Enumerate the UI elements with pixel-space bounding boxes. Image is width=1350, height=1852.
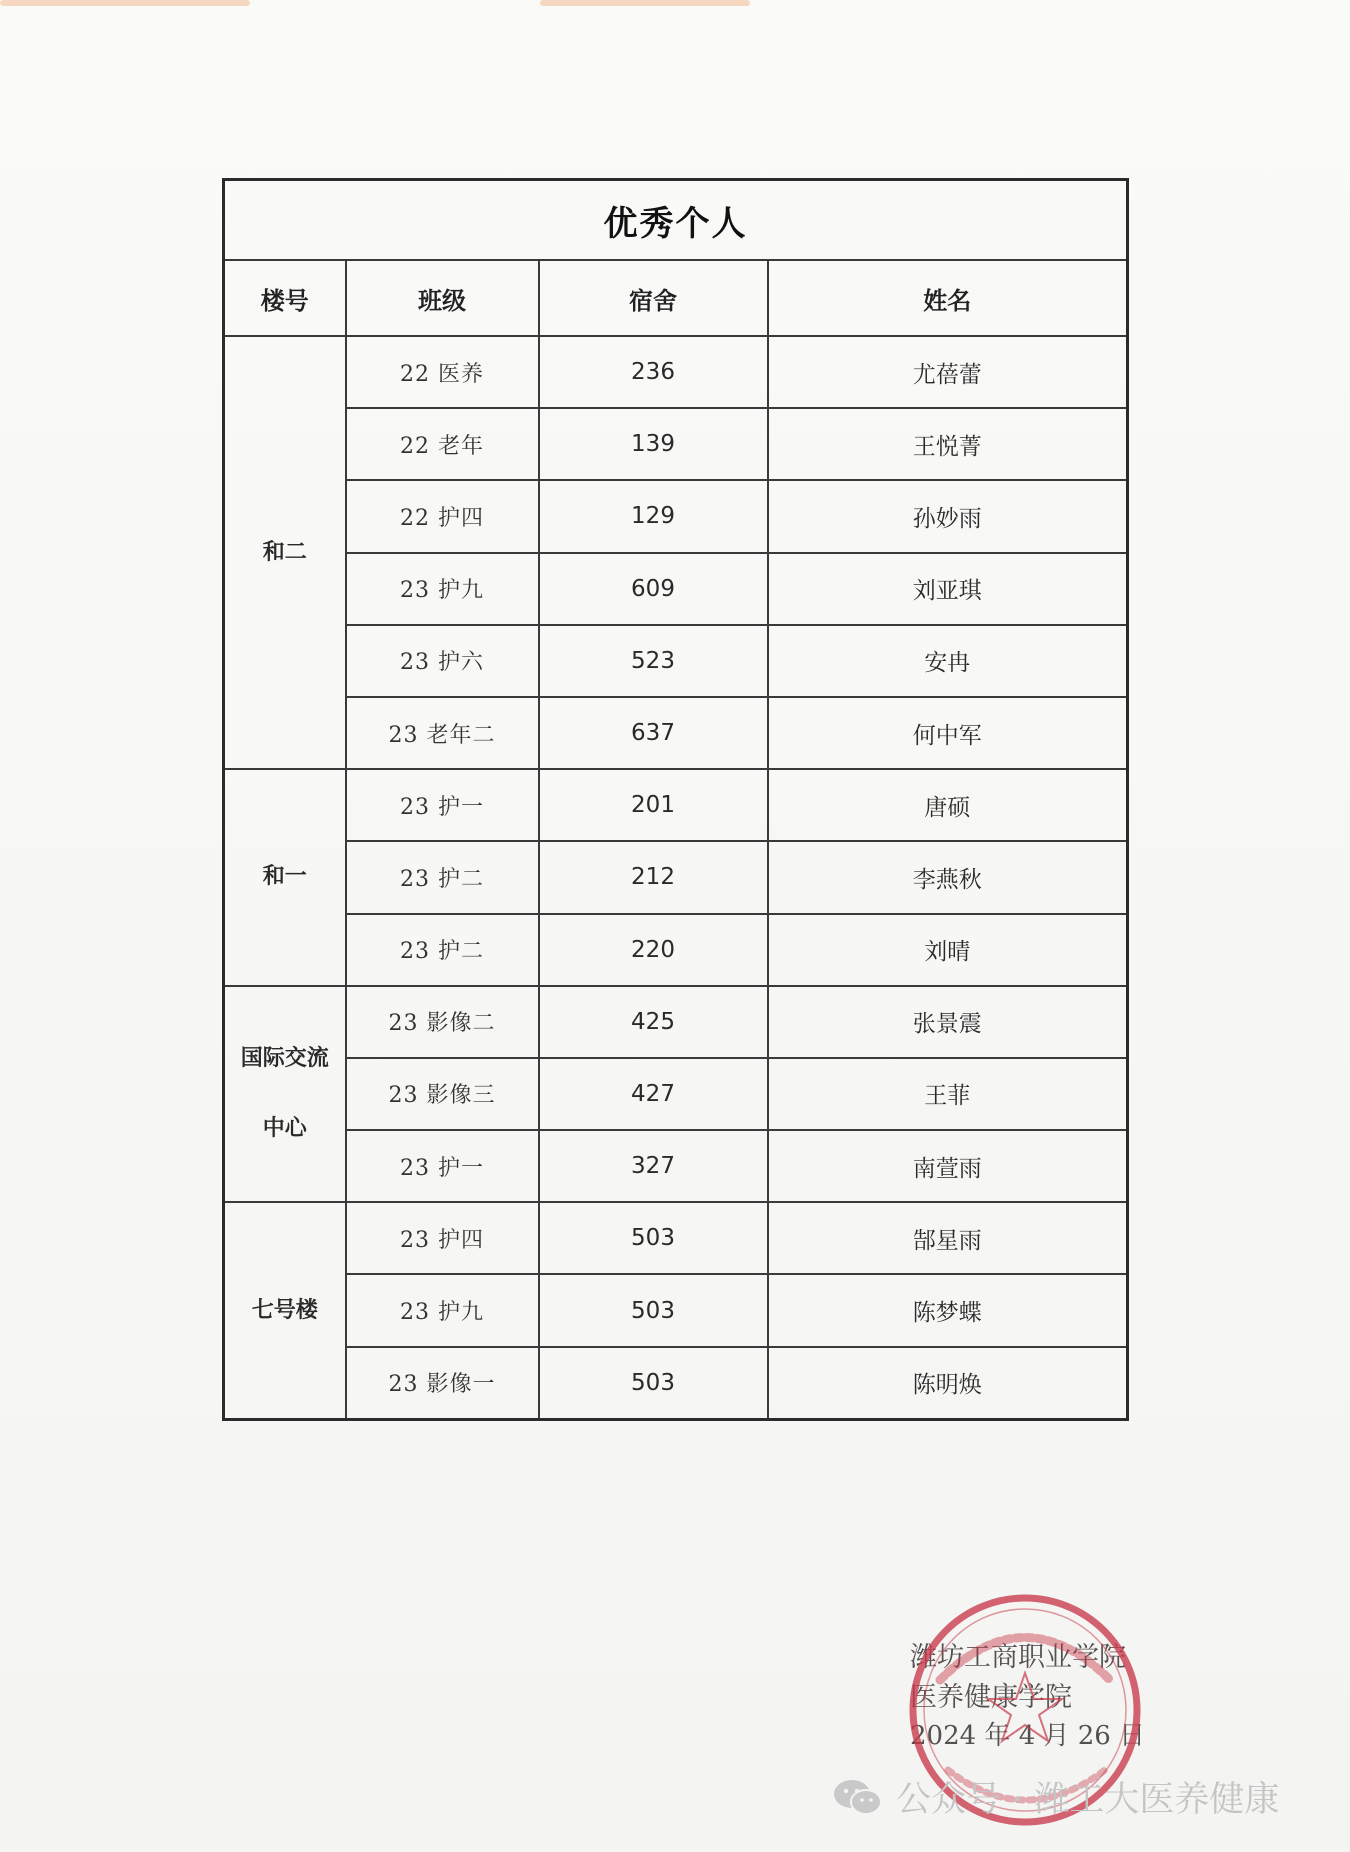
dorm-cell: 201 [539, 769, 768, 841]
seal-org-line2: 医养健康学院 [910, 1682, 1072, 1713]
building-label: 中心 [262, 1115, 307, 1141]
dorm-cell: 236 [539, 336, 768, 408]
name-cell: 陈明焕 [768, 1347, 1128, 1420]
class-cell: 22 医养 [346, 336, 539, 408]
header-class: 班级 [346, 260, 539, 336]
wechat-watermark [832, 1775, 1279, 1819]
table-row [224, 1058, 1128, 1130]
class-cell: 23 护九 [346, 1274, 539, 1346]
class-cell: 23 护二 [346, 841, 539, 913]
dorm-cell: 609 [539, 553, 768, 625]
building-cell [224, 769, 346, 986]
building-cell [224, 986, 346, 1203]
dorm-cell: 637 [539, 697, 768, 769]
class-cell: 23 护二 [346, 914, 539, 986]
name-cell: 刘晴 [768, 914, 1128, 986]
class-cell: 23 影像一 [346, 1347, 539, 1420]
name-cell: 安冉 [768, 625, 1128, 697]
seal-org-line1: 潍坊工商职业学院 [910, 1642, 1126, 1673]
table-row [224, 408, 1128, 480]
class-cell: 23 老年二 [346, 697, 539, 769]
name-cell: 尤蓓蕾 [768, 336, 1128, 408]
building-label: 和二 [262, 539, 307, 565]
table-row [224, 986, 1128, 1058]
table-title: 优秀个人 [224, 180, 1128, 261]
dorm-cell: 220 [539, 914, 768, 986]
dorm-cell: 139 [539, 408, 768, 480]
class-cell: 23 护一 [346, 1130, 539, 1202]
name-cell: 南萱雨 [768, 1130, 1128, 1202]
name-cell: 李燕秋 [768, 841, 1128, 913]
dorm-cell: 523 [539, 625, 768, 697]
class-cell: 23 护四 [346, 1202, 539, 1274]
dorm-cell: 129 [539, 480, 768, 552]
dorm-cell: 212 [539, 841, 768, 913]
name-cell: 王悦菁 [768, 408, 1128, 480]
name-cell: 郜星雨 [768, 1202, 1128, 1274]
name-cell: 孙妙雨 [768, 480, 1128, 552]
scan-edge-tint [540, 0, 750, 6]
building-cell [224, 1202, 346, 1419]
name-cell: 王菲 [768, 1058, 1128, 1130]
table-row [224, 697, 1128, 769]
table-row [224, 1274, 1128, 1346]
dorm-cell: 503 [539, 1202, 768, 1274]
class-cell: 23 影像三 [346, 1058, 539, 1130]
wechat-icon [832, 1777, 884, 1817]
scan-edge-tint [0, 0, 250, 6]
name-cell: 陈梦蝶 [768, 1274, 1128, 1346]
table-row [224, 625, 1128, 697]
building-label: 国际交流 [240, 1045, 329, 1071]
table-row [224, 1202, 1128, 1274]
table-row [224, 769, 1128, 841]
class-cell: 23 护九 [346, 553, 539, 625]
table-row [224, 553, 1128, 625]
header-dorm: 宿舍 [539, 260, 768, 336]
building-label: 和一 [262, 864, 307, 890]
class-cell: 23 护一 [346, 769, 539, 841]
seal-date: 2024 年 4 月 26 日 [910, 1721, 1146, 1751]
header-building: 楼号 [224, 260, 346, 336]
class-cell: 23 护六 [346, 625, 539, 697]
building-label: 七号楼 [251, 1297, 318, 1323]
name-cell: 刘亚琪 [768, 553, 1128, 625]
table-body [224, 336, 1128, 1420]
class-cell: 22 护四 [346, 480, 539, 552]
table-row [224, 841, 1128, 913]
class-cell: 22 老年 [346, 408, 539, 480]
table-row [224, 1347, 1128, 1420]
building-cell [224, 336, 346, 769]
name-cell: 唐硕 [768, 769, 1128, 841]
awards-table [222, 178, 1129, 1421]
table-row [224, 336, 1128, 408]
table-row [224, 1130, 1128, 1202]
name-cell: 张景震 [768, 986, 1128, 1058]
table-row [224, 480, 1128, 552]
dorm-cell: 503 [539, 1274, 768, 1346]
dorm-cell: 425 [539, 986, 768, 1058]
dorm-cell: 503 [539, 1347, 768, 1420]
watermark-text: 公众号 · 潍工大医养健康 [896, 1780, 1280, 1820]
class-cell: 23 影像二 [346, 986, 539, 1058]
dorm-cell: 327 [539, 1130, 768, 1202]
dorm-cell: 427 [539, 1058, 768, 1130]
table-row [224, 914, 1128, 986]
name-cell: 何中军 [768, 697, 1128, 769]
header-name: 姓名 [768, 260, 1128, 336]
